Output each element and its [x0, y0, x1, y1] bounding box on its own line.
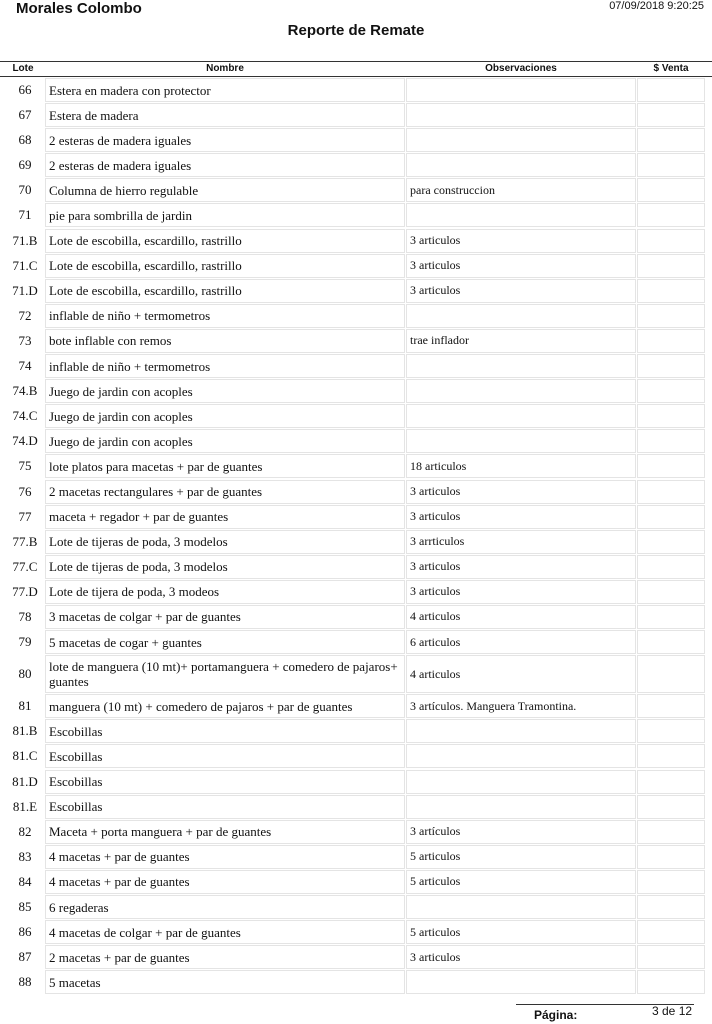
- observaciones-cell: 3 artículos: [406, 820, 636, 844]
- nombre-cell: maceta + regador + par de guantes: [45, 505, 405, 529]
- observaciones-cell: 3 articulos: [406, 555, 636, 579]
- nombre-cell: Estera de madera: [45, 103, 405, 127]
- observaciones-cell: [406, 103, 636, 127]
- nombre-cell: Columna de hierro regulable: [45, 178, 405, 202]
- observaciones-cell: 3 articulos: [406, 254, 636, 278]
- table-row: [0, 379, 712, 403]
- observaciones-cell: 5 articulos: [406, 870, 636, 894]
- lote-cell: 81.C: [12, 748, 38, 764]
- lote-cell: 77: [18, 508, 32, 524]
- venta-cell: [637, 354, 705, 378]
- report-title: Reporte de Remate: [287, 22, 425, 39]
- observaciones-cell: 5 articulos: [406, 920, 636, 944]
- observaciones-cell: [406, 78, 636, 102]
- lote-cell: 88: [18, 974, 32, 990]
- observaciones-cell: [406, 895, 636, 919]
- observaciones-cell: para construccion: [406, 178, 636, 202]
- table-row: [0, 404, 712, 428]
- lote-cell: 81.D: [12, 773, 38, 789]
- table-row: [0, 429, 712, 453]
- lote-cell: 69: [18, 157, 32, 173]
- company-name: Morales Colombo: [16, 0, 142, 17]
- nombre-cell: Juego de jardin con acoples: [45, 429, 405, 453]
- report-datetime: 07/09/2018 9:20:25: [609, 0, 704, 12]
- observaciones-cell: [406, 719, 636, 743]
- table-row: [0, 153, 712, 177]
- table-row: [0, 655, 712, 693]
- lote-cell: 84: [18, 873, 32, 889]
- observaciones-cell: [406, 770, 636, 794]
- table-row: [0, 845, 712, 869]
- table-row: [0, 920, 712, 944]
- table-row: [0, 229, 712, 253]
- lote-cell: 74.D: [12, 433, 38, 449]
- nombre-cell: Escobillas: [45, 719, 405, 743]
- lote-cell: 83: [18, 848, 32, 864]
- observaciones-cell: [406, 429, 636, 453]
- lote-cell: 68: [18, 132, 32, 148]
- observaciones-cell: [406, 795, 636, 819]
- nombre-cell: bote inflable con remos: [45, 329, 405, 353]
- observaciones-cell: 3 articulos: [406, 945, 636, 969]
- venta-cell: [637, 454, 705, 478]
- venta-cell: [637, 744, 705, 768]
- nombre-cell: Escobillas: [45, 795, 405, 819]
- venta-cell: [637, 719, 705, 743]
- nombre-cell: 2 macetas rectangulares + par de guantes: [45, 480, 405, 504]
- nombre-cell: 6 regaderas: [45, 895, 405, 919]
- venta-cell: [637, 178, 705, 202]
- venta-cell: [637, 580, 705, 604]
- lote-cell: 80: [18, 666, 32, 682]
- observaciones-cell: trae inflador: [406, 329, 636, 353]
- venta-cell: [637, 505, 705, 529]
- observaciones-cell: [406, 304, 636, 328]
- table-row: [0, 820, 712, 844]
- nombre-cell: Lote de tijeras de poda, 3 modelos: [45, 530, 405, 554]
- lote-cell: 71.D: [12, 282, 38, 298]
- column-header-nombre: Nombre: [206, 63, 244, 74]
- lote-cell: 71.B: [12, 232, 38, 248]
- nombre-cell: lote de manguera (10 mt)+ portamanguera + comedero de pajaros+ guantes: [45, 655, 405, 693]
- lote-cell: 86: [18, 924, 32, 940]
- venta-cell: [637, 153, 705, 177]
- table-header: [0, 61, 712, 77]
- venta-cell: [637, 254, 705, 278]
- lote-cell: 70: [18, 182, 32, 198]
- venta-cell: [637, 630, 705, 654]
- lote-cell: 73: [18, 332, 32, 348]
- observaciones-cell: 6 articulos: [406, 630, 636, 654]
- lote-cell: 87: [18, 949, 32, 965]
- page-label: Página:: [534, 1008, 578, 1022]
- lote-cell: 77.C: [12, 558, 38, 574]
- nombre-cell: Estera en madera con protector: [45, 78, 405, 102]
- venta-cell: [637, 329, 705, 353]
- nombre-cell: 2 esteras de madera iguales: [45, 153, 405, 177]
- table-row: [0, 178, 712, 202]
- lote-cell: 71.C: [12, 257, 38, 273]
- lote-cell: 74.B: [12, 383, 38, 399]
- venta-cell: [637, 279, 705, 303]
- nombre-cell: 5 macetas: [45, 970, 405, 994]
- lote-cell: 77.D: [12, 583, 38, 599]
- observaciones-cell: 3 articulos: [406, 279, 636, 303]
- table-row: [0, 605, 712, 629]
- nombre-cell: inflable de niño + termometros: [45, 304, 405, 328]
- table-row: [0, 555, 712, 579]
- observaciones-cell: 3 articulos: [406, 580, 636, 604]
- table-row: [0, 203, 712, 227]
- page-number: 3 de 12: [652, 1004, 693, 1018]
- nombre-cell: 3 macetas de colgar + par de guantes: [45, 605, 405, 629]
- venta-cell: [637, 605, 705, 629]
- lote-cell: 81.B: [12, 723, 38, 739]
- table-row: [0, 103, 712, 127]
- venta-cell: [637, 429, 705, 453]
- observaciones-cell: [406, 128, 636, 152]
- nombre-cell: Lote de tijeras de poda, 3 modelos: [45, 555, 405, 579]
- lote-cell: 74.C: [12, 408, 38, 424]
- table-row: [0, 744, 712, 768]
- observaciones-cell: 18 articulos: [406, 454, 636, 478]
- nombre-cell: Lote de escobilla, escardillo, rastrillo: [45, 279, 405, 303]
- observaciones-cell: [406, 379, 636, 403]
- nombre-cell: Escobillas: [45, 770, 405, 794]
- venta-cell: [637, 945, 705, 969]
- lote-cell: 71: [18, 207, 32, 223]
- venta-cell: [637, 694, 705, 718]
- table-row: [0, 895, 712, 919]
- nombre-cell: Lote de escobilla, escardillo, rastrillo: [45, 254, 405, 278]
- table-row: [0, 580, 712, 604]
- lote-cell: 82: [18, 823, 32, 839]
- venta-cell: [637, 480, 705, 504]
- lote-cell: 75: [18, 458, 32, 474]
- table-row: [0, 480, 712, 504]
- venta-cell: [637, 970, 705, 994]
- venta-cell: [637, 128, 705, 152]
- table-row: [0, 795, 712, 819]
- table-row: [0, 304, 712, 328]
- observaciones-cell: 3 arrticulos: [406, 530, 636, 554]
- venta-cell: [637, 78, 705, 102]
- venta-cell: [637, 304, 705, 328]
- nombre-cell: 4 macetas + par de guantes: [45, 870, 405, 894]
- lote-cell: 81.E: [12, 798, 38, 814]
- table-row: [0, 254, 712, 278]
- nombre-cell: Juego de jardin con acoples: [45, 379, 405, 403]
- nombre-cell: 2 esteras de madera iguales: [45, 128, 405, 152]
- observaciones-cell: [406, 354, 636, 378]
- table-row: [0, 945, 712, 969]
- table-row: [0, 719, 712, 743]
- table-row: [0, 770, 712, 794]
- observaciones-cell: [406, 744, 636, 768]
- venta-cell: [637, 845, 705, 869]
- table-row: [0, 279, 712, 303]
- observaciones-cell: 3 articulos: [406, 480, 636, 504]
- venta-cell: [637, 895, 705, 919]
- lote-cell: 74: [18, 358, 32, 374]
- lote-cell: 72: [18, 307, 32, 323]
- table-row: [0, 454, 712, 478]
- observaciones-cell: [406, 203, 636, 227]
- nombre-cell: inflable de niño + termometros: [45, 354, 405, 378]
- observaciones-cell: 3 artículos. Manguera Tramontina.: [406, 694, 636, 718]
- table-row: [0, 870, 712, 894]
- venta-cell: [637, 203, 705, 227]
- venta-cell: [637, 795, 705, 819]
- venta-cell: [637, 770, 705, 794]
- table-row: [0, 630, 712, 654]
- venta-cell: [637, 229, 705, 253]
- nombre-cell: Lote de escobilla, escardillo, rastrillo: [45, 229, 405, 253]
- nombre-cell: lote platos para macetas + par de guantes: [45, 454, 405, 478]
- column-header-lote: Lote: [12, 63, 34, 74]
- observaciones-cell: 4 articulos: [406, 605, 636, 629]
- table-row: [0, 128, 712, 152]
- table-row: [0, 354, 712, 378]
- venta-cell: [637, 655, 705, 693]
- nombre-cell: Juego de jardin con acoples: [45, 404, 405, 428]
- lote-cell: 81: [18, 698, 32, 714]
- observaciones-cell: [406, 153, 636, 177]
- column-header-venta: $ Venta: [653, 63, 689, 74]
- table-row: [0, 694, 712, 718]
- nombre-cell: 4 macetas de colgar + par de guantes: [45, 920, 405, 944]
- observaciones-cell: [406, 404, 636, 428]
- lote-cell: 79: [18, 634, 32, 650]
- venta-cell: [637, 530, 705, 554]
- observaciones-cell: 3 articulos: [406, 505, 636, 529]
- venta-cell: [637, 555, 705, 579]
- nombre-cell: 4 macetas + par de guantes: [45, 845, 405, 869]
- table-row: [0, 78, 712, 102]
- table-row: [0, 530, 712, 554]
- observaciones-cell: 3 articulos: [406, 229, 636, 253]
- nombre-cell: Lote de tijera de poda, 3 modeos: [45, 580, 405, 604]
- nombre-cell: Escobillas: [45, 744, 405, 768]
- venta-cell: [637, 379, 705, 403]
- nombre-cell: manguera (10 mt) + comedero de pajaros + par de guantes: [45, 694, 405, 718]
- lote-cell: 85: [18, 899, 32, 914]
- lote-cell: 78: [18, 608, 32, 624]
- table-row: [0, 505, 712, 529]
- observaciones-cell: 5 articulos: [406, 845, 636, 869]
- table-row: [0, 329, 712, 353]
- observaciones-cell: 4 articulos: [406, 655, 636, 693]
- venta-cell: [637, 920, 705, 944]
- venta-cell: [637, 103, 705, 127]
- auction-table-body: [0, 78, 712, 995]
- venta-cell: [637, 404, 705, 428]
- nombre-cell: Maceta + porta manguera + par de guantes: [45, 820, 405, 844]
- nombre-cell: 5 macetas de cogar + guantes: [45, 630, 405, 654]
- venta-cell: [637, 870, 705, 894]
- table-row: [0, 970, 712, 994]
- observaciones-cell: [406, 970, 636, 994]
- column-header-observaciones: Observaciones: [485, 63, 557, 74]
- lote-cell: 66: [18, 82, 32, 97]
- lote-cell: 67: [18, 107, 32, 123]
- lote-cell: 76: [18, 483, 32, 499]
- nombre-cell: 2 macetas + par de guantes: [45, 945, 405, 969]
- venta-cell: [637, 820, 705, 844]
- nombre-cell: pie para sombrilla de jardin: [45, 203, 405, 227]
- lote-cell: 77.B: [12, 533, 38, 549]
